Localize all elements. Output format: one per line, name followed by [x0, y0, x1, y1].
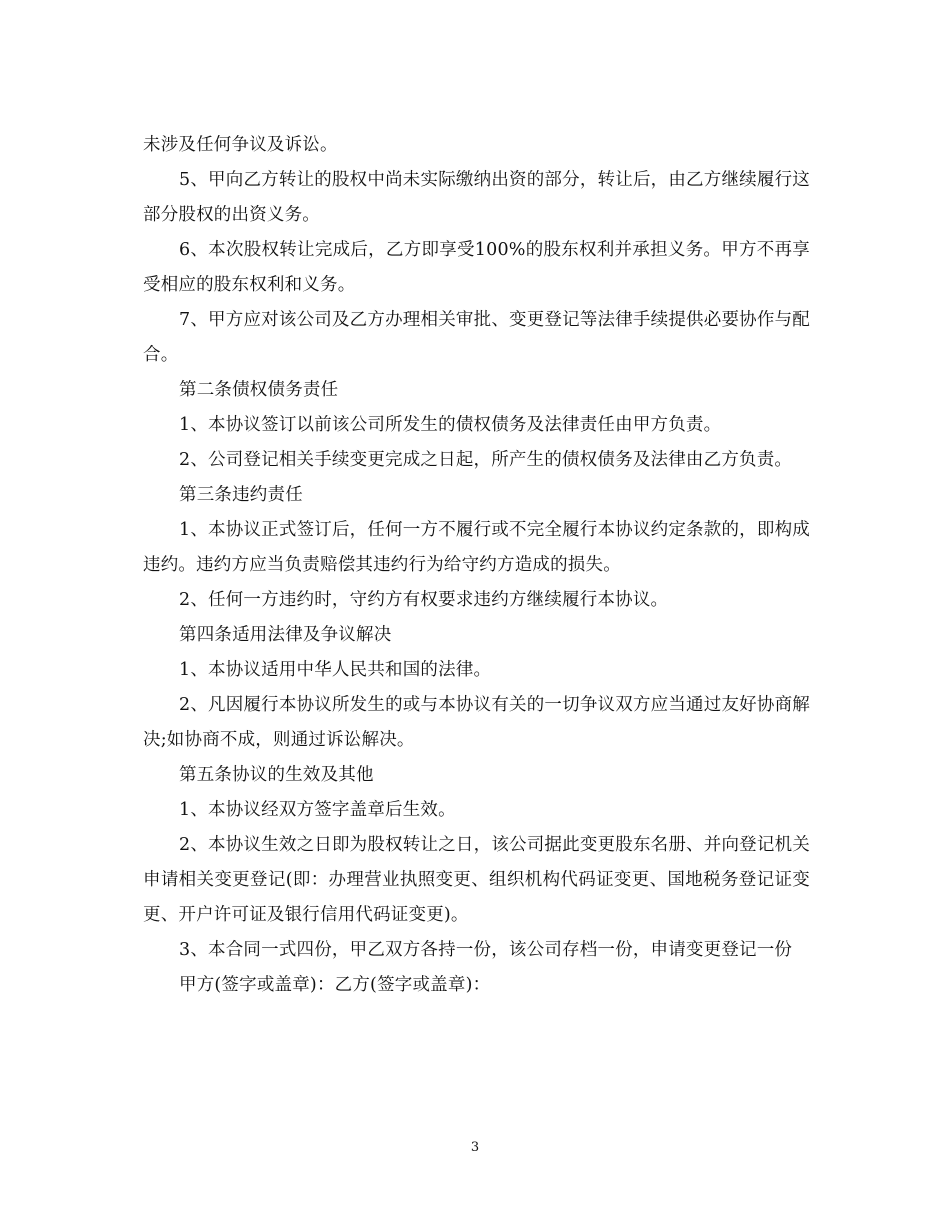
- page-number: 3: [470, 1140, 480, 1155]
- section-heading-4: 第四条适用法律及争议解决: [179, 625, 392, 645]
- paragraph-section4-item-1: 1、本协议适用中华人民共和国的法律。: [179, 660, 492, 680]
- section-heading-3: 第三条违约责任: [179, 485, 303, 505]
- paragraph-clause-7: 7、甲方应对该公司及乙方办理相关审批、变更登记等法律手续提供必要协作与配合。: [143, 310, 810, 365]
- paragraph-section5-item-3: 3、本合同一式四份，甲乙双方各持一份，该公司存档一份，申请变更登记一份: [179, 940, 793, 960]
- signature-line: 甲方(签字或盖章)：乙方(签字或盖章)：: [179, 975, 491, 995]
- paragraph-section4-item-2: 2、凡因履行本协议所发生的或与本协议有关的一切争议双方应当通过友好协商解决;如协商不成，则通过诉讼解决。: [143, 695, 810, 750]
- paragraph-section3-item-2: 2、任何一方违约时，守约方有权要求违约方继续履行本协议。: [179, 590, 669, 610]
- paragraph-clause-6: 6、本次股权转让完成后，乙方即享受100%的股东权利并承担义务。甲方不再享受相应的股东权利和义务。: [143, 240, 810, 295]
- paragraph-section2-item-1: 1、本协议签订以前该公司所发生的债权债务及法律责任由甲方负责。: [179, 415, 722, 435]
- paragraph-section2-item-2: 2、公司登记相关手续变更完成之日起，所产生的债权债务及法律由乙方负责。: [179, 450, 793, 470]
- section-heading-2: 第二条债权债务责任: [179, 380, 339, 400]
- paragraph-section3-item-1: 1、本协议正式签订后，任何一方不履行或不完全履行本协议约定条款的，即构成违约。违约方应当负责赔偿其违约行为给守约方造成的损失。: [143, 520, 810, 575]
- paragraph-clause-5: 5、甲向乙方转让的股权中尚未实际缴纳出资的部分，转让后，由乙方继续履行这部分股权的出资义务。: [143, 170, 810, 225]
- document-body: [143, 128, 810, 1003]
- section-heading-5: 第五条协议的生效及其他: [179, 765, 374, 785]
- paragraph-section5-item-1: 1、本协议经双方签字盖章后生效。: [179, 800, 456, 820]
- paragraph-section5-item-2: 2、本协议生效之日即为股权转让之日，该公司据此变更股东名册、并向登记机关申请相关变更登记(即：办理营业执照变更、组织机构代码证变更、国地税务登记证变更、开户许可证及银行信用代码证变更)。: [143, 835, 810, 925]
- paragraph-continuation: 未涉及任何争议及诉讼。: [143, 135, 338, 155]
